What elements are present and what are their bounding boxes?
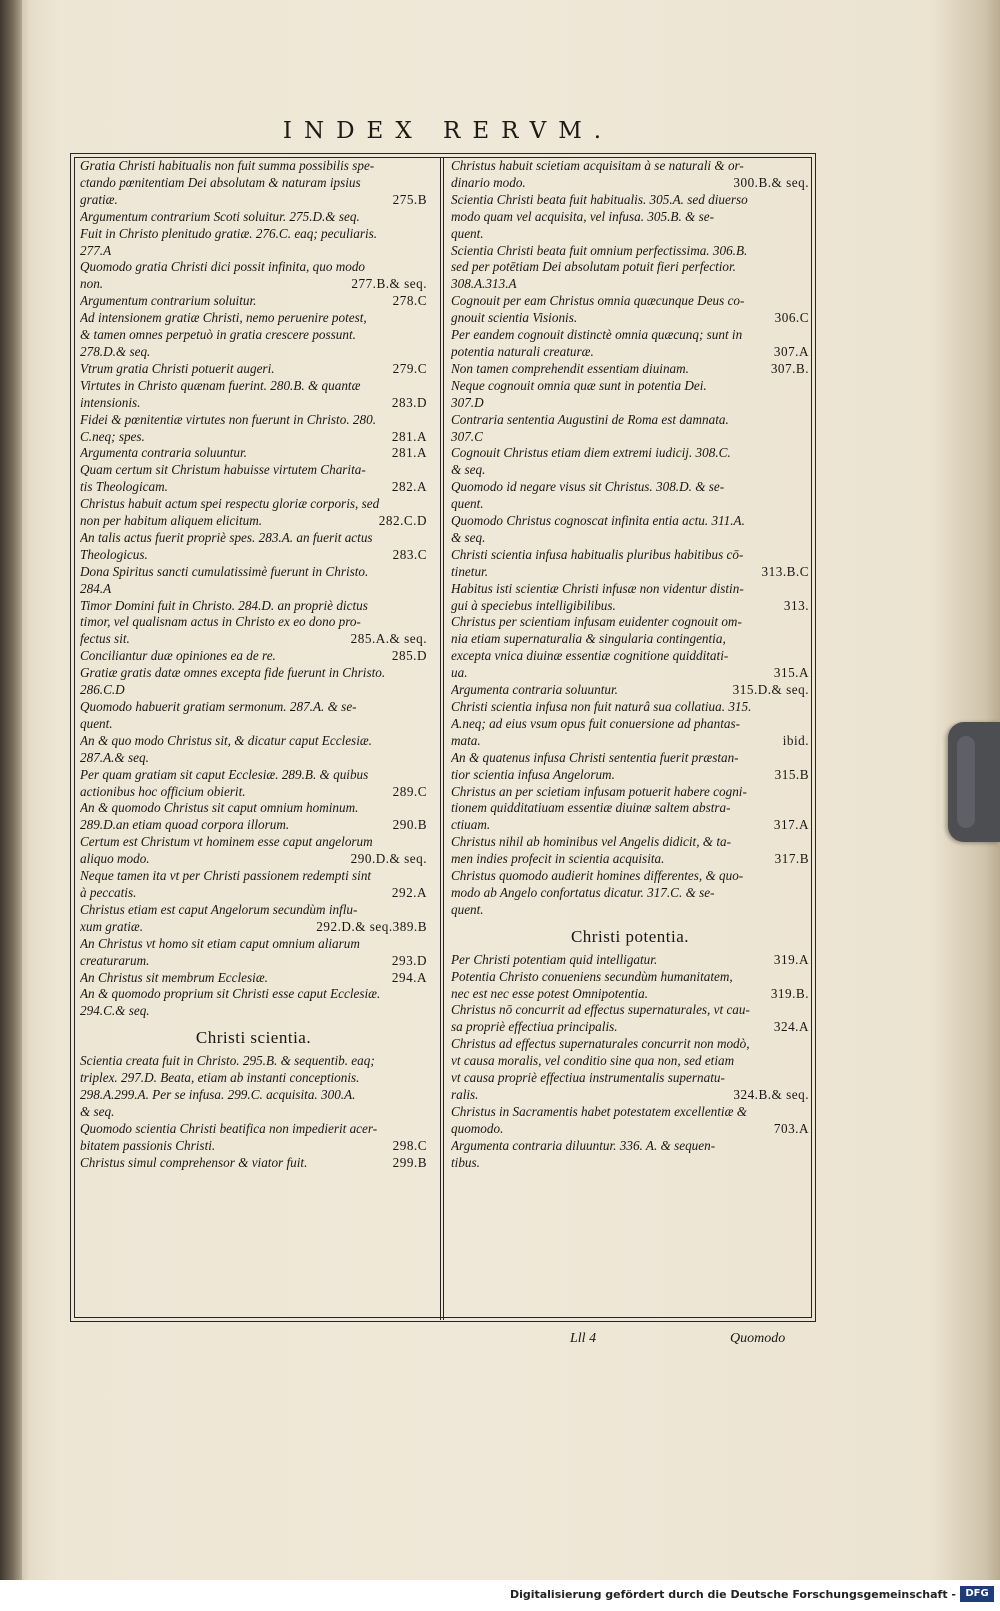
entry-text: Quomodo gratia Christi dici possit infinita, quo modo xyxy=(80,259,366,275)
entry-text: 289.D.an etiam quoad corpora illorum. xyxy=(80,817,290,833)
index-entry-line xyxy=(80,412,427,429)
entry-text: 294.C.& seq. xyxy=(80,1003,150,1019)
index-entry-line xyxy=(451,564,809,581)
index-entry-line xyxy=(80,395,427,412)
entry-text: nec est nec esse potest Omnipotentia. xyxy=(451,985,649,1001)
index-entry-line xyxy=(80,293,427,310)
index-entry-line xyxy=(80,733,427,750)
entry-text: 278.D.& seq. xyxy=(80,343,151,359)
index-entry-line xyxy=(451,648,809,665)
index-entry-line xyxy=(80,750,427,767)
entry-text: 308.A.313.A xyxy=(451,276,517,292)
index-entry-line xyxy=(451,631,809,648)
page-reference: 298.C xyxy=(392,1137,427,1153)
index-entry-line xyxy=(80,767,427,784)
index-entry-line xyxy=(451,716,809,733)
index-entry-line xyxy=(451,902,809,919)
entry-text: Fuit in Christo plenitudo gratiæ. 276.C. eaq; peculiaris. xyxy=(80,225,378,241)
page-reference: 315.A xyxy=(773,665,809,681)
index-entry-line xyxy=(80,1003,427,1020)
section-heading-scientia: Christi scientia. xyxy=(195,1028,312,1048)
index-entry-line xyxy=(80,462,427,479)
index-entry-line xyxy=(451,1019,809,1036)
entry-text: nia etiam supernaturalia & singularia contingentia, xyxy=(451,631,726,647)
entry-text: C.neq; spes. xyxy=(80,428,145,444)
index-entry-line xyxy=(451,226,809,243)
entry-text: Quam certum sit Christum habuisse virtutem Charita- xyxy=(80,462,366,478)
index-entry-line xyxy=(451,293,809,310)
entry-text: tior scientia infusa Angelorum. xyxy=(451,766,615,782)
entry-text: excepta vnica diuinæ essentiæ cognitione quidditati- xyxy=(451,648,729,664)
entry-text: tibus. xyxy=(451,1154,480,1170)
entry-text: men indies profecit in scientia acquisita. xyxy=(451,851,665,867)
index-entry-line xyxy=(80,445,427,462)
index-entry-line xyxy=(80,800,427,817)
index-entry-line xyxy=(451,581,809,598)
entry-text: Christi scientia infusa habitualis pluribus habitibus cō- xyxy=(451,546,744,562)
entry-text: A.neq; ad eius vsum opus fuit conuersione ad phantas- xyxy=(451,715,740,731)
entry-text: 307.C xyxy=(451,428,483,444)
index-entry-line xyxy=(80,1053,427,1070)
entry-text: An & quatenus infusa Christi sententia fuerit præstan- xyxy=(451,749,739,765)
entry-text: 277.A xyxy=(80,242,112,258)
entry-text: sed per potētiam Dei absolutam potuit fieri perfectior. xyxy=(451,259,736,275)
page-reference: 317.B xyxy=(774,851,809,867)
column-divider xyxy=(440,157,441,1320)
left-entries xyxy=(80,158,427,1020)
index-entry-line xyxy=(451,969,809,986)
entry-text: Christus nō concurrit ad effectus supernaturales, vt cau- xyxy=(451,1002,750,1018)
index-entry-line xyxy=(80,276,427,293)
entry-text: intensionis. xyxy=(80,394,141,410)
index-entry-line xyxy=(451,598,809,615)
index-entry-line xyxy=(451,1121,809,1138)
entry-text: sa propriè effectiua principalis. xyxy=(451,1019,618,1035)
entry-text: Certum est Christum vt hominem esse caput angelorum xyxy=(80,834,373,850)
entry-text: ctando pœnitentiam Dei absolutam & naturam ipsius xyxy=(80,174,361,190)
entry-text: Christus ad effectus supernaturales concurrit non modò, xyxy=(451,1036,750,1052)
index-entry-line xyxy=(80,936,427,953)
entry-text: Cognouit Christus etiam diem extremi iudicij. 308.C. xyxy=(451,445,731,461)
index-entry-line xyxy=(80,429,427,446)
index-entry-line xyxy=(80,665,427,682)
entry-text: quent. xyxy=(451,901,484,917)
entry-text: non per habitum aliquem elicitum. xyxy=(80,513,263,529)
entry-text: tinetur. xyxy=(451,563,488,579)
page-reference: 315.D.& seq. xyxy=(732,682,809,698)
index-entry-line xyxy=(451,868,809,885)
entry-text: gnouit scientia Visionis. xyxy=(451,310,578,326)
entry-text: Argumentum contrarium soluitur. xyxy=(80,293,257,309)
index-entry-line xyxy=(451,750,809,767)
index-entry-line xyxy=(80,919,427,936)
index-entry-line xyxy=(80,1070,427,1087)
entry-text: tionem quidditatiuam essentiæ diuinæ saltem abstra- xyxy=(451,800,731,816)
index-entry-line xyxy=(451,530,809,547)
page-reference: 285.D xyxy=(391,648,427,664)
entry-text: Cognouit per eam Christus omnia quæcunque Deus co- xyxy=(451,293,745,309)
index-entry-line xyxy=(80,699,427,716)
entry-text: vt causa propriè effectiua instrumentalis supernatu- xyxy=(451,1070,725,1086)
entry-text: Neque cognouit omnia quæ sunt in potentia Dei. xyxy=(451,377,707,393)
index-entry-line xyxy=(80,192,427,209)
entry-text: modo ab Angelo confortatus dicatur. 317.C. & se- xyxy=(451,884,715,900)
index-entry-line xyxy=(80,834,427,851)
index-entry-line xyxy=(80,986,427,1003)
entry-text: Christus nihil ab hominibus vel Angelis didicit, & ta- xyxy=(451,834,731,850)
index-entry-line xyxy=(80,479,427,496)
page-reference: ibid. xyxy=(782,732,809,748)
index-entry-line xyxy=(80,259,427,276)
entry-text: actionibus hoc officium obierit. xyxy=(80,783,246,799)
index-entry-line xyxy=(451,817,809,834)
index-entry-line xyxy=(451,243,809,260)
page-reference: 319.B. xyxy=(770,985,809,1001)
index-entry-line xyxy=(451,327,809,344)
index-entry-line xyxy=(451,986,809,1003)
page-reference: 292.D.& seq.389.B xyxy=(316,918,427,934)
index-entry-line xyxy=(451,361,809,378)
entry-text: Neque tamen ita vt per Christi passionem redempti sint xyxy=(80,868,372,884)
index-entry-line xyxy=(451,175,809,192)
index-entry-line xyxy=(451,834,809,851)
index-entry-line xyxy=(80,547,427,564)
footer-credit: Digitalisierung gefördert durch die Deutsche Forschungsgemeinschaft - xyxy=(509,1588,956,1601)
catchword: Quomodo xyxy=(730,1331,786,1346)
page-reference: 315.B xyxy=(774,766,809,782)
entry-text: Timor Domini fuit in Christo. 284.D. an propriè dictus xyxy=(80,597,368,613)
index-entry-line xyxy=(451,851,809,868)
entry-text: creaturarum. xyxy=(80,952,150,968)
index-entry-line xyxy=(451,276,809,293)
index-entry-line xyxy=(80,953,427,970)
index-entry-line xyxy=(451,1053,809,1070)
entry-text: Contraria sententia Augustini de Roma est damnata. xyxy=(451,411,729,427)
page-reference: 290.B xyxy=(392,817,427,833)
entry-text: triplex. 297.D. Beata, etiam ab instanti conceptionis. xyxy=(80,1070,360,1086)
entry-text: Christus an per scietiam infusam potuerit habere cogni- xyxy=(451,783,747,799)
entry-text: & tamen omnes perpetuò in gratia crescere possunt. xyxy=(80,327,356,343)
entry-text: Per eandem cognouit distinctè omnia quæcunq; sunt in xyxy=(451,327,743,343)
index-entry-line xyxy=(451,547,809,564)
entry-text: Scientia creata fuit in Christo. 295.B. & sequentib. eaq; xyxy=(80,1053,375,1069)
index-entry-line xyxy=(451,733,809,750)
entry-text: Theologicus. xyxy=(80,546,148,562)
page-reference: 281.A xyxy=(391,428,427,444)
index-entry-line xyxy=(451,395,809,412)
entry-text: fectus sit. xyxy=(80,631,130,647)
entry-text: Scientia Christi beata fuit omnium perfectissima. 306.B. xyxy=(451,242,748,258)
entry-text: Argumentum contrarium Scoti soluitur. 275.D.& seq. xyxy=(80,208,360,224)
right-entries xyxy=(451,158,809,919)
entry-text: Christus habuit actum spei respectu gloriæ corporis, sed xyxy=(80,496,380,512)
entry-text: dinario modo. xyxy=(451,174,526,190)
entry-text: modo quam vel acquisita, vel infusa. 305.B. & se- xyxy=(451,208,714,224)
entry-text: 286.C.D xyxy=(80,682,125,698)
index-entry-line xyxy=(80,1121,427,1138)
entry-text: 307.D xyxy=(451,394,484,410)
page-header: INDEX RERVM. xyxy=(282,118,614,144)
entry-text: 287.A.& seq. xyxy=(80,749,149,765)
entry-text: Quomodo scientia Christi beatifica non impedierit acer- xyxy=(80,1120,378,1136)
page-reference: 307.B. xyxy=(770,360,809,376)
index-entry-line xyxy=(451,412,809,429)
page-reference: 703.A xyxy=(773,1120,809,1136)
entry-text: xum gratiæ. xyxy=(80,918,144,934)
entry-text: An Christus sit membrum Ecclesiæ. xyxy=(80,969,268,985)
index-entry-line xyxy=(80,682,427,699)
entry-text: An Christus vt homo sit etiam caput omnium aliarum xyxy=(80,935,360,951)
signature-mark: Lll 4 xyxy=(570,1331,597,1346)
entry-text: ua. xyxy=(451,665,468,681)
entry-text: Argumenta contraria soluuntur. xyxy=(80,445,247,461)
left-entries-scientia xyxy=(80,1053,427,1171)
index-entry-line xyxy=(80,513,427,530)
index-entry-line xyxy=(451,209,809,226)
entry-text: Christus habuit scietiam acquisitam à se naturali & or- xyxy=(451,158,744,173)
entry-text: Scientia Christi beata fuit habitualis. 305.A. sed diuerso xyxy=(451,191,748,207)
index-entry-line xyxy=(451,885,809,902)
index-entry-line xyxy=(80,614,427,631)
index-entry-line xyxy=(451,1002,809,1019)
index-entry-line xyxy=(451,784,809,801)
entry-text: Non tamen comprehendit essentiam diuinam. xyxy=(451,360,689,376)
entry-text: & seq. xyxy=(451,529,486,545)
page-reference: 313.B.C xyxy=(761,563,809,579)
page-reference: 293.D xyxy=(391,952,427,968)
page-reference: 294.A xyxy=(391,969,427,985)
index-entry-line xyxy=(80,1155,427,1172)
entry-text: 298.A.299.A. Per se infusa. 299.C. acquisita. 300.A. xyxy=(80,1086,356,1102)
index-entry-line xyxy=(451,378,809,395)
entry-text: quent. xyxy=(451,496,484,512)
index-entry-line xyxy=(80,598,427,615)
index-entry-line xyxy=(451,479,809,496)
entry-text: Vtrum gratia Christi potuerit augeri. xyxy=(80,360,275,376)
index-entry-line xyxy=(451,767,809,784)
index-entry-line xyxy=(80,784,427,801)
index-entry-line xyxy=(451,952,809,969)
entry-text: Quomodo id negare visus sit Christus. 308.D. & se- xyxy=(451,479,725,495)
entry-text: ralis. xyxy=(451,1086,479,1102)
page-reference: 307.A xyxy=(773,343,809,359)
index-entry-line xyxy=(80,361,427,378)
page-reference: 283.C xyxy=(392,546,427,562)
column-divider-inner xyxy=(443,157,444,1320)
index-entry-line xyxy=(451,259,809,276)
index-entry-line xyxy=(451,614,809,631)
entry-text: Christus etiam est caput Angelorum secundùm influ- xyxy=(80,901,358,917)
index-entry-line xyxy=(80,243,427,260)
index-entry-line xyxy=(80,581,427,598)
entry-text: tis Theologicam. xyxy=(80,479,168,495)
entry-text: à peccatis. xyxy=(80,884,137,900)
index-entry-line xyxy=(80,378,427,395)
index-entry-line xyxy=(451,496,809,513)
index-entry-line xyxy=(451,1138,809,1155)
entry-text: potentia naturali creaturæ. xyxy=(451,343,594,359)
entry-text: Conciliantur duæ opiniones ea de re. xyxy=(80,648,276,664)
entry-text: An talis actus fuerit propriè spes. 283.A. an fuerit actus xyxy=(80,529,373,545)
entry-text: Gratiæ gratis datæ omnes excepta fide fuerunt in Christo. xyxy=(80,665,386,681)
index-entry-line xyxy=(451,1036,809,1053)
index-entry-line xyxy=(451,158,809,175)
index-entry-line xyxy=(80,1138,427,1155)
entry-text: & seq. xyxy=(80,1103,115,1119)
index-entry-line xyxy=(80,851,427,868)
entry-text: Habitus isti scientiæ Christi infusæ non videntur distin- xyxy=(451,580,744,596)
index-entry-line xyxy=(451,462,809,479)
page-clip xyxy=(948,722,1000,842)
index-entry-line xyxy=(451,682,809,699)
entry-text: Christi scientia infusa non fuit naturâ sua collatiua. 315. xyxy=(451,699,752,714)
entry-text: Argumenta contraria diluuntur. 336. A. & sequen- xyxy=(451,1137,716,1153)
book-spine xyxy=(0,0,22,1611)
index-entry-line xyxy=(451,1087,809,1104)
index-entry-line xyxy=(80,310,427,327)
entry-text: & seq. xyxy=(451,462,486,478)
index-entry-line xyxy=(80,226,427,243)
index-entry-line xyxy=(80,631,427,648)
entry-text: An & quomodo Christus sit caput omnium hominum. xyxy=(80,800,359,816)
entry-text: gui à speciebus intelligibilibus. xyxy=(451,597,616,613)
page-reference: 317.A xyxy=(773,817,809,833)
page-reference: 324.A xyxy=(773,1019,809,1035)
page-reference: 290.D.& seq. xyxy=(350,851,427,867)
index-entry-line xyxy=(80,902,427,919)
page-reference: 292.A xyxy=(391,884,427,900)
page-reference: 319.A xyxy=(773,951,809,967)
entry-text: Christus simul comprehensor & viator fuit. xyxy=(80,1154,308,1170)
index-entry-line xyxy=(451,192,809,209)
entry-text: aliquo modo. xyxy=(80,851,150,867)
page-reference: 300.B.& seq. xyxy=(733,174,809,190)
entry-text: An & quo modo Christus sit, & dicatur caput Ecclesiæ. xyxy=(80,732,372,748)
entry-text: vt causa moralis, vel conditio sine qua non, sed etiam xyxy=(451,1053,735,1069)
page-reference: 324.B.& seq. xyxy=(733,1086,809,1102)
index-entry-line xyxy=(80,564,427,581)
entry-text: Christus quomodo audierit homines differentes, & quo- xyxy=(451,868,744,884)
dfg-logo: DFG xyxy=(960,1586,994,1602)
entry-text: Christus per scientiam infusam euidenter cognouit om- xyxy=(451,614,742,630)
entry-text: Quomodo habuerit gratiam sermonum. 287.A. & se- xyxy=(80,699,357,714)
index-entry-line xyxy=(80,1087,427,1104)
index-entry-line xyxy=(80,530,427,547)
entry-text: Gratia Christi habitualis non fuit summa possibilis spe- xyxy=(80,158,375,173)
index-entry-line xyxy=(80,817,427,834)
section-heading-potentia: Christi potentia. xyxy=(570,926,690,946)
index-entry-line xyxy=(80,970,427,987)
entry-text: Virtutes in Christo quænam fuerint. 280.B. & quantæ xyxy=(80,377,361,393)
index-entry-line xyxy=(451,429,809,446)
left-column xyxy=(80,158,427,1171)
index-entry-line xyxy=(80,868,427,885)
entry-text: An & quomodo proprium sit Christi esse caput Ecclesiæ. xyxy=(80,986,381,1002)
entry-text: quomodo. xyxy=(451,1120,504,1136)
index-entry-line xyxy=(80,648,427,665)
index-entry-line xyxy=(80,716,427,733)
index-entry-line xyxy=(80,327,427,344)
entry-text: non. xyxy=(80,276,104,292)
index-entry-line xyxy=(451,513,809,530)
index-entry-line xyxy=(451,445,809,462)
right-column xyxy=(451,158,809,1171)
page-reference: 281.A xyxy=(391,445,427,461)
entry-text: 284.A xyxy=(80,580,112,596)
index-entry-line xyxy=(451,1155,809,1172)
right-entries-potentia xyxy=(451,952,809,1172)
entry-text: mata. xyxy=(451,732,481,748)
index-entry-line xyxy=(80,209,427,226)
entry-text: Ad intensionem gratiæ Christi, nemo peruenire potest, xyxy=(80,310,367,326)
entry-text: timor, vel qualisnam actus in Christo ex eo dono pro- xyxy=(80,614,361,630)
index-entry-line xyxy=(80,175,427,192)
entry-text: Argumenta contraria soluuntur. xyxy=(451,682,618,698)
entry-text: quent. xyxy=(451,225,484,241)
entry-text: ctiuam. xyxy=(451,817,491,833)
page-reference: 306.C xyxy=(774,310,809,326)
page-reference: 299.B xyxy=(392,1154,427,1170)
index-entry-line xyxy=(451,310,809,327)
index-entry-line xyxy=(80,344,427,361)
page-reference: 282.A xyxy=(391,479,427,495)
index-entry-line xyxy=(80,1104,427,1121)
page-reference: 289.C xyxy=(392,783,427,799)
index-entry-line xyxy=(451,1104,809,1121)
entry-text: gratiæ. xyxy=(80,191,118,207)
entry-text: quent. xyxy=(80,715,113,731)
page-reference: 282.C.D xyxy=(378,513,427,529)
entry-text: Per quam gratiam sit caput Ecclesiæ. 289.B. & quibus xyxy=(80,766,369,782)
index-entry-line xyxy=(451,665,809,682)
page-reference: 278.C xyxy=(392,293,427,309)
page-reference: 313. xyxy=(783,597,809,613)
index-entry-line xyxy=(80,496,427,513)
entry-text: Potentia Christo conueniens secundùm humanitatem, xyxy=(451,968,733,984)
index-entry-line xyxy=(451,800,809,817)
index-entry-line xyxy=(80,158,427,175)
entry-text: Dona Spiritus sancti cumulatissimè fuerunt in Christo. xyxy=(80,563,369,579)
entry-text: bitatem passionis Christi. xyxy=(80,1137,216,1153)
index-entry-line xyxy=(80,885,427,902)
entry-text: Fidei & pœnitentiæ virtutes non fuerunt in Christo. 280. xyxy=(80,411,376,427)
index-entry-line xyxy=(451,344,809,361)
page-reference: 277.B.& seq. xyxy=(351,276,427,292)
entry-text: Quomodo Christus cognoscat infinita entia actu. 311.A. xyxy=(451,513,745,529)
entry-text: Christus in Sacramentis habet potestatem excellentiæ & xyxy=(451,1103,747,1119)
page-reference: 285.A.& seq. xyxy=(350,631,427,647)
index-entry-line xyxy=(451,1070,809,1087)
entry-text: Per Christi potentiam quid intelligatur. xyxy=(451,951,658,967)
index-entry-line xyxy=(451,699,809,716)
page-reference: 275.B xyxy=(392,191,427,207)
page-reference: 283.D xyxy=(391,394,427,410)
page-reference: 279.C xyxy=(392,360,427,376)
